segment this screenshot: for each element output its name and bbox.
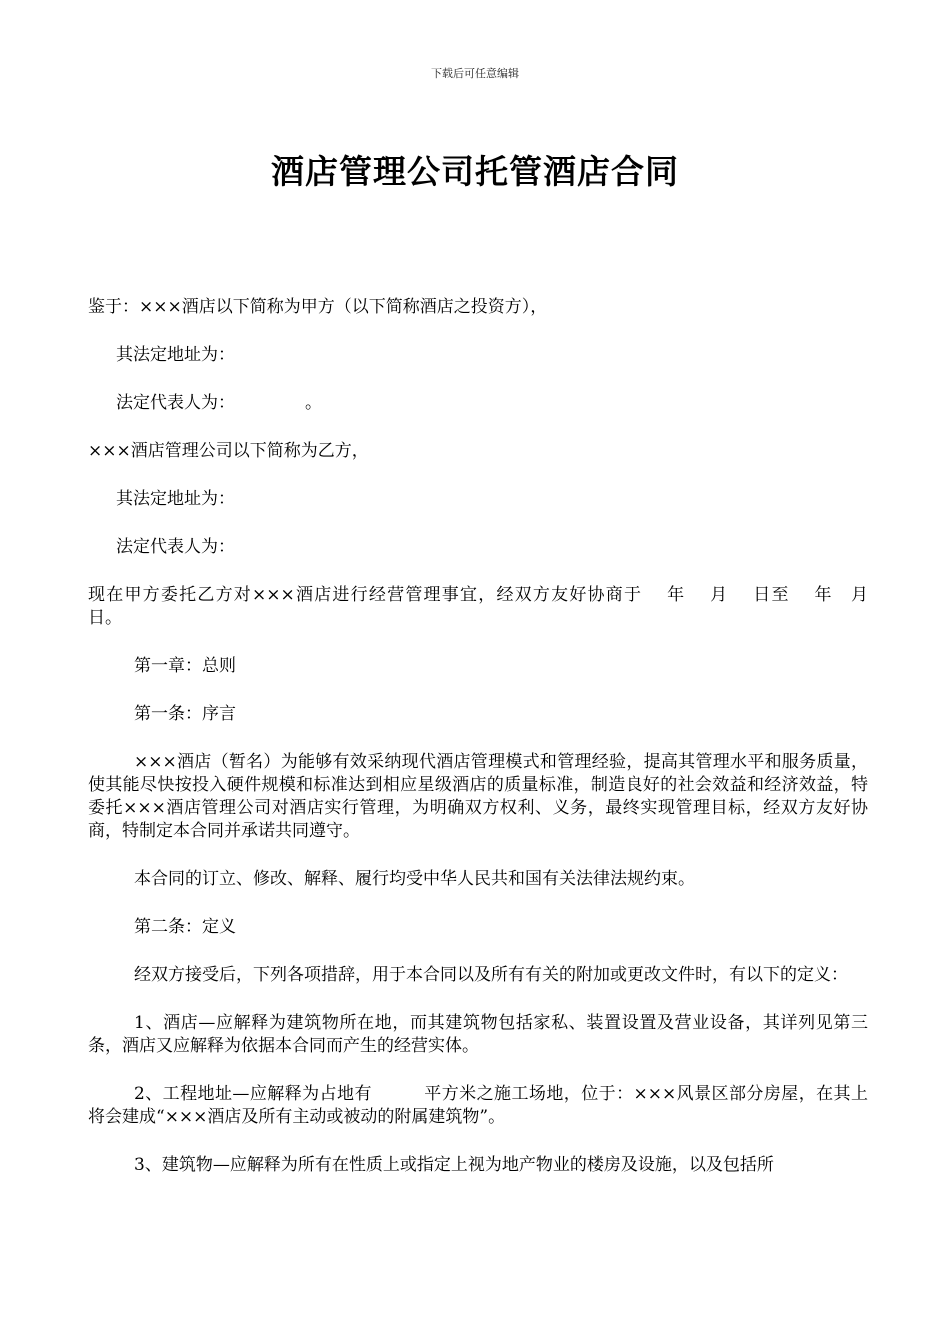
article-heading-definitions: 第二条：定义 xyxy=(134,917,236,937)
paragraph-entrustment: 现在甲方委托乙方对×××酒店进行经营管理事宜，经双方友好协商于 年 月 日至 年 月 日。 xyxy=(88,585,891,628)
paragraph-party-b: ×××酒店管理公司以下简称为乙方， xyxy=(88,441,369,461)
header-note: 下载后可任意编辑 xyxy=(431,67,519,80)
definition-item-site xyxy=(88,1083,868,1129)
paragraph-party-b-address: 其法定地址为： xyxy=(116,489,235,509)
definition-item-building: 3、建筑物—应解释为所有在性质上或指定上视为地产物业的楼房及设施，以及包括所 xyxy=(134,1155,774,1175)
document-body xyxy=(88,296,891,1202)
paragraph-definitions-intro: 经双方接受后，下列各项措辞，用于本合同以及所有有关的附加或更改文件时，有以下的定义： xyxy=(134,965,848,985)
document-title: 酒店管理公司托管酒店合同 xyxy=(271,152,679,191)
party-a-representative-end: 。 xyxy=(305,393,322,413)
article-heading-preface: 第一条：序言 xyxy=(134,704,236,724)
site-definition-start: 2、工程地址—应解释为占地有 xyxy=(134,1084,372,1104)
paragraph-preface: ×××酒店（暂名）为能够有效采纳现代酒店管理模式和管理经验，提高其管理水平和服务质量，使其能尽快按投入硬件规模和标准达到相应星级酒店的质量标准，制造良好的社会效益和经济效益，特委托×××酒店管理公司对酒店实行管理，为明确双方权利、义务，最终实现管理目标，经双方友好协商，特制定本合同并承诺共同遵守。 xyxy=(88,752,868,841)
party-a-representative-label: 法定代表人为： xyxy=(116,393,235,413)
chapter-heading: 第一章：总则 xyxy=(134,656,236,676)
site-definition-rest: 平方米之施工场地，位于：×××风景区部分房屋，在其上将会建成“×××酒店及所有主动或被动的附属建筑物”。 xyxy=(88,1084,868,1127)
paragraph-whereas: 鉴于：×××酒店以下简称为甲方（以下简称酒店之投资方）， xyxy=(88,297,548,317)
definition-item-hotel: 1、酒店—应解释为建筑物所在地，而其建筑物包括家私、装置设置及营业设备，其详列见第三条，酒店又应解释为依据本合同而产生的经营实体。 xyxy=(88,1013,868,1056)
paragraph-party-a-representative xyxy=(88,392,868,415)
paragraph-governing-law: 本合同的订立、修改、解释、履行均受中华人民共和国有关法律法规约束。 xyxy=(134,869,695,889)
paragraph-party-b-representative: 法定代表人为： xyxy=(116,537,235,557)
paragraph-party-a-address: 其法定地址为： xyxy=(116,345,235,365)
